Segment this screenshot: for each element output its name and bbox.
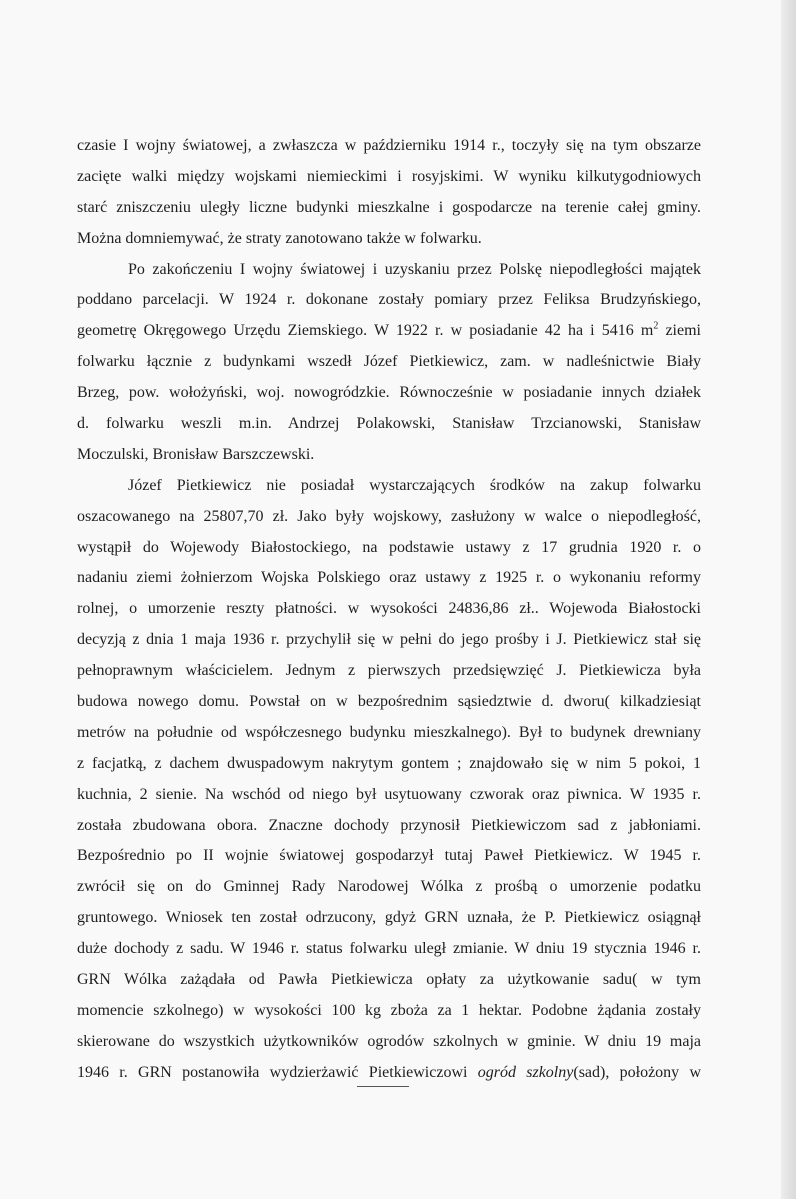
line-text: metrów na południe od współczesnego budynku mieszkalnego). Był to budynek drewniany bbox=[77, 723, 701, 741]
line-text: d. folwarku weszli m.in. Andrzej Polakowski, Stanisław Trzcianowski, Stanisław bbox=[77, 415, 701, 433]
text-line bbox=[77, 934, 701, 965]
line-text: GRN Wólka zażądała od Pawła Pietkiewicza opłaty za użytkowanie sadu( w tym bbox=[77, 971, 701, 989]
line-text: starć zniszczeniu uległy liczne budynki mieszkalne i gospodarcze na terenie całej gminy. bbox=[77, 198, 701, 216]
text-line bbox=[77, 255, 701, 286]
text-line bbox=[77, 811, 701, 842]
text-line bbox=[77, 440, 701, 471]
text-line bbox=[77, 502, 701, 533]
text-line bbox=[77, 965, 701, 996]
line-text: budowa nowego domu. Powstał on w bezpośrednim sąsiedztwie d. dworu( kilkadziesiąt bbox=[77, 693, 701, 711]
text-line bbox=[77, 780, 701, 811]
page-edge-shadow bbox=[781, 0, 796, 1199]
line-text: geometrę Okręgowego Urzędu Ziemskiego. W 1922 r. w posiadanie 42 ha i 5416 m bbox=[77, 322, 654, 340]
line-text: folwarku łącznie z budynkami wszedł Józef Pietkiewicz, zam. w nadleśnictwie Biały bbox=[77, 353, 701, 371]
text-line bbox=[77, 162, 701, 193]
text-line bbox=[77, 841, 701, 872]
text-line bbox=[77, 409, 701, 440]
text-line bbox=[77, 533, 701, 564]
text-line bbox=[77, 1058, 701, 1089]
text-line bbox=[77, 996, 701, 1027]
text-line bbox=[77, 316, 701, 347]
line-text: 1946 r. GRN postanowiła wydzierżawić Pietkiewiczowi bbox=[77, 1063, 478, 1081]
line-text: Moczulski, Bronisław Barszczewski. bbox=[77, 445, 315, 463]
text-line bbox=[77, 471, 701, 502]
line-text: skierowane do wszystkich użytkowników ogrodów szkolnych w gminie. W dniu 19 maja bbox=[77, 1032, 701, 1050]
text-line bbox=[77, 224, 701, 255]
line-text: gruntowego. Wniosek ten został odrzucony, gdyż GRN uznała, że P. Pietkiewicz osiągnął bbox=[77, 909, 701, 927]
line-text: Bezpośrednio po II wojnie światowej gospodarzył tutaj Paweł Pietkiewicz. W 1945 r. bbox=[77, 847, 701, 865]
text-line bbox=[77, 347, 701, 378]
text-line bbox=[77, 563, 701, 594]
text-line bbox=[77, 1027, 701, 1058]
text-line bbox=[77, 656, 701, 687]
text-line bbox=[77, 285, 701, 316]
line-text: rolnej, o umorzenie reszty płatności. w wysokości 24836,86 zł.. Wojewoda Białostocki bbox=[77, 600, 701, 618]
line-text-after: ziemi bbox=[658, 322, 701, 340]
line-text: momencie szkolnego) w wysokości 100 kg zboża za 1 hektar. Podobne żądania zostały bbox=[77, 1001, 701, 1019]
text-line bbox=[77, 594, 701, 625]
line-text: wystąpił do Wojewody Białostockiego, na podstawie ustawy z 17 grudnia 1920 r. o bbox=[77, 538, 701, 556]
footer-rule bbox=[357, 1086, 409, 1087]
line-text: czasie I wojny światowej, a zwłaszcza w październiku 1914 r., toczyły się na tym obszarze bbox=[77, 137, 701, 154]
text-line bbox=[77, 378, 701, 409]
italic-term: ogród szkolny bbox=[477, 1063, 574, 1081]
line-text: zwrócił się on do Gminnej Rady Narodowej Wólka z prośbą o umorzenie podatku bbox=[77, 878, 701, 896]
line-text: poddano parcelacji. W 1924 r. dokonane zostały pomiary przez Feliksa Brudzyńskiego, bbox=[77, 291, 701, 309]
line-text: Można domniemywać, że straty zanotowano także w folwarku. bbox=[77, 229, 482, 247]
text-line bbox=[77, 872, 701, 903]
line-text: duże dochody z sadu. W 1946 r. status folwarku uległ zmianie. W dniu 19 stycznia 1946 r. bbox=[77, 940, 701, 958]
text-line bbox=[77, 625, 701, 656]
line-text: z facjatką, z dachem dwuspadowym nakrytym gontem ; znajdowało się w nim 5 pokoi, 1 bbox=[77, 754, 701, 772]
line-text: zacięte walki między wojskami niemieckimi i rosyjskimi. W wyniku kilkutygodniowych bbox=[77, 167, 701, 185]
line-text-after: (sad), położony w bbox=[573, 1063, 701, 1081]
text-line bbox=[77, 749, 701, 780]
line-text: została zbudowana obora. Znaczne dochody przynosił Pietkiewiczom sad z jabłoniami. bbox=[77, 816, 701, 834]
text-line bbox=[77, 131, 701, 162]
line-text: decyzją z dnia 1 maja 1936 r. przychylił się w pełni do jego prośby i J. Pietkiewicz stał się bbox=[77, 631, 701, 649]
line-text: nadaniu ziemi żołnierzom Wojska Polskiego oraz ustawy z 1925 r. o wykonaniu reformy bbox=[77, 569, 701, 587]
text-line bbox=[77, 903, 701, 934]
line-text: Józef Pietkiewicz nie posiadał wystarczających środków na zakup folwarku bbox=[128, 476, 701, 494]
line-text: pełnoprawnym właścicielem. Jednym z pierwszych przedsięwzięć J. Pietkiewicza była bbox=[77, 662, 701, 680]
superscript: 2 bbox=[653, 321, 659, 333]
text-line bbox=[77, 687, 701, 718]
document-body bbox=[77, 131, 701, 1089]
line-text: Brzeg, pow. wołożyński, woj. nowogródzkie. Równocześnie w posiadanie innych działek bbox=[77, 384, 701, 402]
line-text: Po zakończeniu I wojny światowej i uzyskaniu przez Polskę niepodległości majątek bbox=[128, 260, 701, 278]
line-text: oszacowanego na 25807,70 zł. Jako były wojskowy, zasłużony w walce o niepodległość, bbox=[77, 507, 701, 525]
text-line bbox=[77, 193, 701, 224]
line-text: kuchnia, 2 sienie. Na wschód od niego był usytuowany czworak oraz piwnica. W 1935 r. bbox=[77, 785, 701, 803]
text-line bbox=[77, 718, 701, 749]
